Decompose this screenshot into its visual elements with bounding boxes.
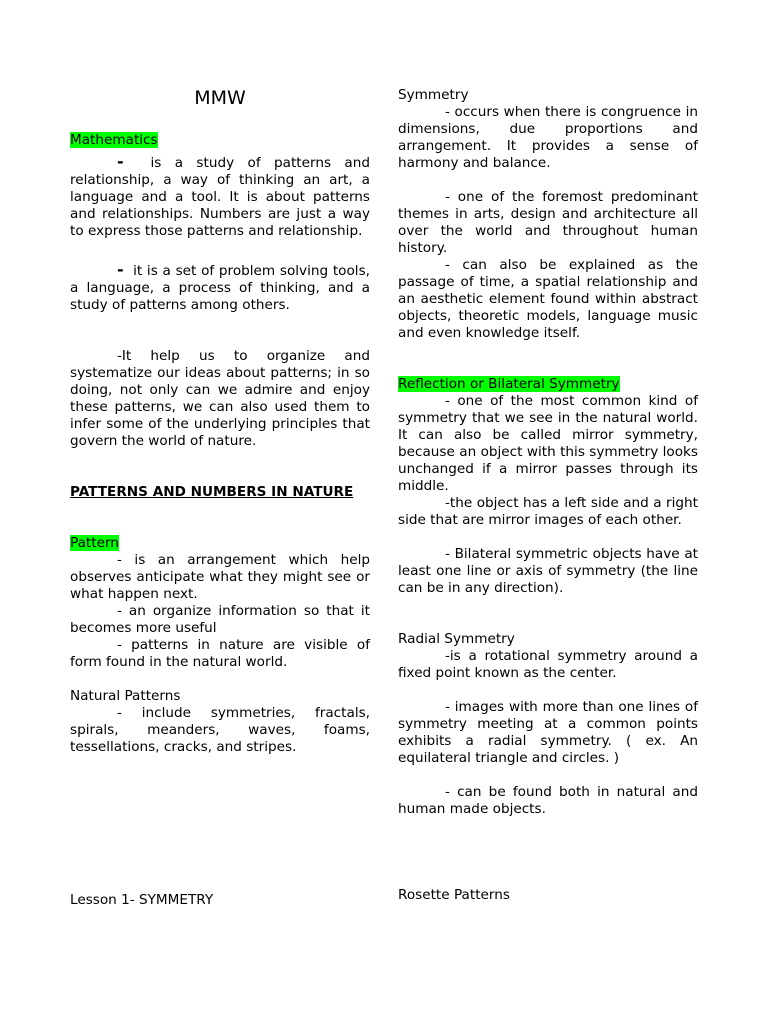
pattern-heading: Pattern — [70, 535, 119, 551]
radial-paragraph-1: -is a rotational symmetry around a fixed point known as the center. — [398, 648, 698, 681]
radial-heading: Radial Symmetry — [398, 631, 515, 647]
pattern-paragraph-1: - is an arrangement which help observes anticipate what they might see or what happen next. — [70, 552, 370, 602]
reflection-paragraph-3: - Bilateral symmetric objects have at least one line or axis of symmetry (the line can be in any direction). — [398, 546, 698, 596]
radial-paragraph-2: - images with more than one lines of symmetry meeting at a common points exhibits a radial symmetry. ( ex. An equilateral triangle and circles. ) — [398, 699, 698, 766]
pattern-paragraph-3: - patterns in nature are visible of form found in the natural world. — [70, 637, 370, 670]
natural-patterns-paragraph: - include symmetries, fractals, spirals, meanders, waves, foams, tessellations, cracks, and stripes. — [70, 705, 370, 755]
reflection-paragraph-2: -the object has a left side and a right side that are mirror images of each other. — [398, 495, 698, 528]
mathematics-heading: Mathematics — [70, 132, 158, 148]
symmetry-paragraph-2: - one of the foremost predominant themes in arts, design and architecture all over the world and throughout human history. — [398, 189, 698, 256]
symmetry-paragraph-1: - occurs when there is congruence in dimensions, due proportions and arrangement. It provides a sense of harmony and balance. — [398, 104, 698, 171]
dash-bullet: - — [117, 260, 124, 279]
pattern-heading-block — [70, 535, 370, 552]
math-paragraph-2 — [70, 261, 370, 314]
mathematics-heading-block — [70, 132, 370, 149]
math-paragraph-1-text: is a study of patterns and relationship, a way of thinking an art, a language and a tool. It is about patterns and relationships. Numbers are just a way to express those patterns and relationship. — [70, 155, 370, 239]
pattern-paragraph-2: - an organize information so that it becomes more useful — [70, 603, 370, 636]
math-paragraph-3: -It help us to organize and systematize our ideas about patterns; in so doing, not only can we admire and enjoy these patterns, we can also used them to infer some of the underlying principles that govern the world of nature. — [70, 348, 370, 449]
section-heading: PATTERNS AND NUMBERS IN NATURE — [70, 484, 354, 500]
symmetry-heading: Symmetry — [398, 87, 469, 103]
reflection-paragraph-1: - one of the most common kind of symmetry that we see in the natural world. It can also be called mirror symmetry, because an object with this symmetry looks unchanged if a mirror passes through its middle. — [398, 393, 698, 494]
math-paragraph-1 — [70, 153, 370, 240]
document-title: MMW — [194, 87, 246, 109]
radial-paragraph-3: - can be found both in natural and human made objects. — [398, 784, 698, 817]
symmetry-paragraph-3: - can also be explained as the passage of time, a spatial relationship and an aesthetic element found within abstract objects, theoretic models, language music and even knowledge itself. — [398, 257, 698, 341]
math-paragraph-2-text: it is a set of problem solving tools, a language, a process of thinking, and a study of patterns among others. — [70, 263, 370, 313]
natural-patterns-heading: Natural Patterns — [70, 688, 181, 704]
lesson-label: Lesson 1- SYMMETRY — [70, 892, 214, 908]
reflection-heading: Reflection or Bilateral Symmetry — [398, 376, 620, 392]
rosette-patterns-label: Rosette Patterns — [398, 887, 510, 903]
dash-bullet: - — [117, 152, 124, 171]
reflection-heading-block — [398, 376, 698, 393]
